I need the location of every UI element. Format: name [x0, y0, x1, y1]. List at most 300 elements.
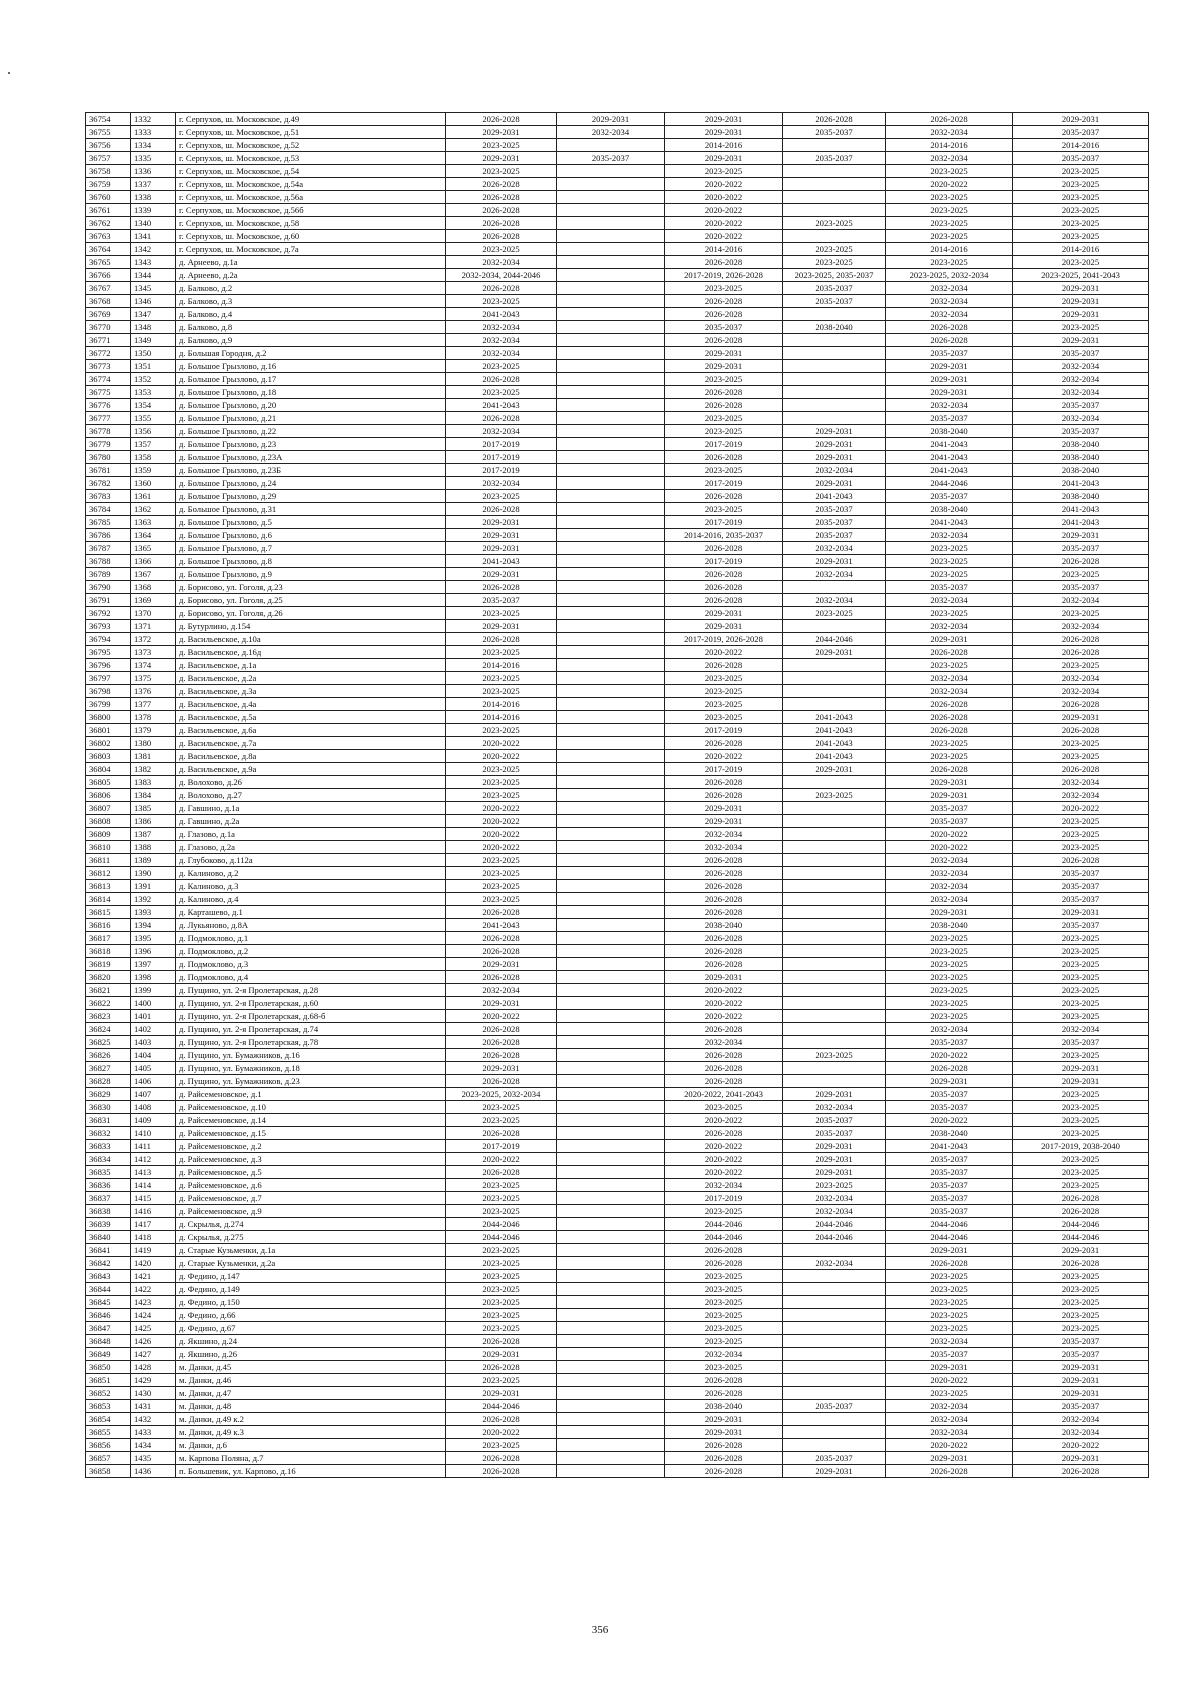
- table-row: [86, 1062, 1149, 1075]
- cell-period-4: 2029-2031: [783, 1140, 886, 1153]
- cell-address: д. Большое Грызлово, д.23А: [176, 451, 446, 464]
- cell-address: д. Васильевское, д.9а: [176, 763, 446, 776]
- cell-address-index: 1376: [131, 685, 176, 698]
- cell-period-2: [557, 1426, 665, 1439]
- cell-period-2: [557, 1023, 665, 1036]
- cell-period-1: 2029-2031: [446, 529, 557, 542]
- cell-period-4: 2044-2046: [783, 1231, 886, 1244]
- cell-period-5: 2023-2025: [886, 1270, 1013, 1283]
- cell-period-6: 2023-2025: [1013, 984, 1149, 997]
- cell-address-index: 1426: [131, 1335, 176, 1348]
- cell-address-index: 1374: [131, 659, 176, 672]
- cell-period-5: 2026-2028: [886, 698, 1013, 711]
- table-row: [86, 321, 1149, 334]
- cell-period-6: 2029-2031: [1013, 906, 1149, 919]
- cell-period-5: 2035-2037: [886, 1036, 1013, 1049]
- cell-period-5: 2023-2025: [886, 984, 1013, 997]
- cell-period-3: 2035-2037: [665, 321, 783, 334]
- cell-period-2: [557, 451, 665, 464]
- cell-period-3: 2032-2034: [665, 828, 783, 841]
- cell-address-index: 1436: [131, 1465, 176, 1478]
- cell-period-2: [557, 139, 665, 152]
- cell-period-6: 2023-2025: [1013, 607, 1149, 620]
- cell-period-4: 2035-2037: [783, 295, 886, 308]
- cell-period-1: 2023-2025: [446, 893, 557, 906]
- table-row: [86, 1192, 1149, 1205]
- table-row: [86, 1361, 1149, 1374]
- cell-period-3: 2026-2028: [665, 568, 783, 581]
- cell-period-1: 2029-2031: [446, 1348, 557, 1361]
- cell-period-6: 2023-2025, 2041-2043: [1013, 269, 1149, 282]
- cell-period-4: 2041-2043: [783, 711, 886, 724]
- cell-row-number: 36852: [86, 1387, 131, 1400]
- cell-period-4: 2035-2037: [783, 516, 886, 529]
- cell-period-2: [557, 997, 665, 1010]
- cell-row-number: 36814: [86, 893, 131, 906]
- cell-address-index: 1394: [131, 919, 176, 932]
- cell-address: д. Глазово, д.2а: [176, 841, 446, 854]
- cell-row-number: 36775: [86, 386, 131, 399]
- cell-address: г. Серпухов, ш. Московское, д.56а: [176, 191, 446, 204]
- cell-period-1: 2026-2028: [446, 1413, 557, 1426]
- housing-repair-schedule-table: [85, 112, 1149, 1478]
- cell-period-2: [557, 360, 665, 373]
- table-row: [86, 932, 1149, 945]
- cell-period-3: 2026-2028: [665, 906, 783, 919]
- cell-period-2: [557, 464, 665, 477]
- cell-period-5: 2023-2025: [886, 659, 1013, 672]
- cell-period-4: [783, 1075, 886, 1088]
- cell-period-5: 2023-2025: [886, 932, 1013, 945]
- cell-period-6: 2023-2025: [1013, 165, 1149, 178]
- cell-period-6: 2029-2031: [1013, 529, 1149, 542]
- cell-address-index: 1365: [131, 542, 176, 555]
- cell-row-number: 36789: [86, 568, 131, 581]
- cell-period-4: [783, 139, 886, 152]
- cell-row-number: 36803: [86, 750, 131, 763]
- cell-period-3: 2029-2031: [665, 1426, 783, 1439]
- cell-period-4: 2032-2034: [783, 1101, 886, 1114]
- cell-period-2: [557, 1062, 665, 1075]
- cell-period-2: [557, 1075, 665, 1088]
- cell-period-6: 2029-2031: [1013, 1075, 1149, 1088]
- cell-address: д. Подмоклово, д.2: [176, 945, 446, 958]
- cell-period-1: 2017-2019: [446, 438, 557, 451]
- cell-period-3: 2023-2025: [665, 1296, 783, 1309]
- cell-row-number: 36823: [86, 1010, 131, 1023]
- cell-address: д. Борисово, ул. Гоголя, д.23: [176, 581, 446, 594]
- table-row: [86, 516, 1149, 529]
- cell-row-number: 36832: [86, 1127, 131, 1140]
- cell-address-index: 1372: [131, 633, 176, 646]
- cell-period-5: 2044-2046: [886, 1231, 1013, 1244]
- cell-row-number: 36857: [86, 1452, 131, 1465]
- cell-period-1: 2044-2046: [446, 1400, 557, 1413]
- cell-period-4: [783, 841, 886, 854]
- cell-period-3: 2020-2022: [665, 750, 783, 763]
- cell-row-number: 36851: [86, 1374, 131, 1387]
- cell-address-index: 1395: [131, 932, 176, 945]
- cell-period-6: 2023-2025: [1013, 204, 1149, 217]
- cell-period-4: [783, 1426, 886, 1439]
- cell-period-6: 2029-2031: [1013, 1452, 1149, 1465]
- cell-address-index: 1360: [131, 477, 176, 490]
- cell-period-5: 2023-2025: [886, 256, 1013, 269]
- cell-address-index: 1424: [131, 1309, 176, 1322]
- cell-period-1: 2029-2031: [446, 542, 557, 555]
- cell-period-1: 2023-2025: [446, 646, 557, 659]
- cell-period-1: 2023-2025, 2032-2034: [446, 1088, 557, 1101]
- cell-period-3: 2023-2025: [665, 711, 783, 724]
- cell-period-6: 2026-2028: [1013, 633, 1149, 646]
- cell-row-number: 36776: [86, 399, 131, 412]
- cell-period-5: 2023-2025: [886, 750, 1013, 763]
- cell-period-3: 2029-2031: [665, 152, 783, 165]
- cell-period-3: 2026-2028: [665, 1257, 783, 1270]
- cell-period-2: [557, 1166, 665, 1179]
- cell-address: д. Лукьяново, д.8А: [176, 919, 446, 932]
- cell-period-1: 2029-2031: [446, 152, 557, 165]
- cell-period-6: 2023-2025: [1013, 659, 1149, 672]
- cell-period-1: 2041-2043: [446, 919, 557, 932]
- cell-period-2: [557, 828, 665, 841]
- cell-period-5: 2032-2034: [886, 880, 1013, 893]
- cell-period-4: [783, 893, 886, 906]
- cell-period-5: 2023-2025: [886, 542, 1013, 555]
- cell-address-index: 1347: [131, 308, 176, 321]
- cell-address: м. Данки, д.46: [176, 1374, 446, 1387]
- cell-address-index: 1344: [131, 269, 176, 282]
- cell-period-2: [557, 1322, 665, 1335]
- cell-address-index: 1391: [131, 880, 176, 893]
- cell-row-number: 36783: [86, 490, 131, 503]
- table-row: [86, 659, 1149, 672]
- cell-period-6: 2023-2025: [1013, 932, 1149, 945]
- cell-row-number: 36770: [86, 321, 131, 334]
- cell-period-6: 2038-2040: [1013, 451, 1149, 464]
- table-row: [86, 984, 1149, 997]
- cell-address: д. Пущино, ул. 2-я Пролетарская, д.74: [176, 1023, 446, 1036]
- cell-address: д. Борисово, ул. Гоголя, д.25: [176, 594, 446, 607]
- cell-address: д. Старые Кузьменки, д.2а: [176, 1257, 446, 1270]
- cell-row-number: 36837: [86, 1192, 131, 1205]
- cell-period-1: 2020-2022: [446, 737, 557, 750]
- cell-period-4: [783, 802, 886, 815]
- cell-period-2: [557, 295, 665, 308]
- cell-period-4: 2023-2025: [783, 607, 886, 620]
- cell-address: д. Калиново, д.2: [176, 867, 446, 880]
- cell-address-index: 1384: [131, 789, 176, 802]
- cell-row-number: 36790: [86, 581, 131, 594]
- cell-period-1: 2026-2028: [446, 178, 557, 191]
- cell-period-3: 2026-2028: [665, 542, 783, 555]
- cell-address: д. Большое Грызлово, д.23Б: [176, 464, 446, 477]
- cell-period-4: [783, 828, 886, 841]
- cell-address-index: 1352: [131, 373, 176, 386]
- cell-period-4: [783, 1244, 886, 1257]
- table-row: [86, 685, 1149, 698]
- cell-period-2: [557, 1153, 665, 1166]
- cell-address: д. Волохово, д.27: [176, 789, 446, 802]
- cell-period-5: 2032-2034: [886, 1023, 1013, 1036]
- cell-period-4: [783, 308, 886, 321]
- cell-period-3: 2023-2025: [665, 1309, 783, 1322]
- cell-address-index: 1419: [131, 1244, 176, 1257]
- cell-period-3: 2026-2028: [665, 256, 783, 269]
- cell-period-2: [557, 1257, 665, 1270]
- cell-address: д. Васильевское, д.3а: [176, 685, 446, 698]
- cell-period-6: 2023-2025: [1013, 737, 1149, 750]
- table-row: [86, 477, 1149, 490]
- cell-address-index: 1332: [131, 113, 176, 126]
- cell-period-3: 2044-2046: [665, 1231, 783, 1244]
- table-row: [86, 1296, 1149, 1309]
- cell-period-3: 2023-2025: [665, 698, 783, 711]
- cell-row-number: 36759: [86, 178, 131, 191]
- cell-period-6: 2020-2022: [1013, 1439, 1149, 1452]
- cell-period-6: 2035-2037: [1013, 1400, 1149, 1413]
- cell-row-number: 36853: [86, 1400, 131, 1413]
- cell-period-4: 2023-2025: [783, 217, 886, 230]
- cell-period-6: 2032-2034: [1013, 685, 1149, 698]
- cell-period-3: 2038-2040: [665, 919, 783, 932]
- cell-period-4: 2044-2046: [783, 1218, 886, 1231]
- cell-period-1: 2026-2028: [446, 1166, 557, 1179]
- cell-period-6: 2023-2025: [1013, 321, 1149, 334]
- cell-period-4: 2041-2043: [783, 737, 886, 750]
- cell-row-number: 36830: [86, 1101, 131, 1114]
- cell-period-1: 2023-2025: [446, 360, 557, 373]
- cell-period-1: 2026-2028: [446, 971, 557, 984]
- cell-period-3: 2026-2028: [665, 1374, 783, 1387]
- cell-period-3: 2038-2040: [665, 1400, 783, 1413]
- cell-period-3: 2023-2025: [665, 1270, 783, 1283]
- cell-period-5: 2032-2034: [886, 594, 1013, 607]
- cell-row-number: 36855: [86, 1426, 131, 1439]
- cell-address: д. Большое Грызлово, д.9: [176, 568, 446, 581]
- cell-period-4: [783, 347, 886, 360]
- cell-period-1: 2029-2031: [446, 568, 557, 581]
- cell-period-6: 2032-2034: [1013, 776, 1149, 789]
- cell-period-5: 2041-2043: [886, 1140, 1013, 1153]
- cell-period-6: 2035-2037: [1013, 919, 1149, 932]
- cell-row-number: 36758: [86, 165, 131, 178]
- cell-period-4: [783, 854, 886, 867]
- cell-address: д. Большое Грызлово, д.20: [176, 399, 446, 412]
- cell-period-2: [557, 1387, 665, 1400]
- cell-period-2: [557, 347, 665, 360]
- cell-period-5: 2026-2028: [886, 334, 1013, 347]
- cell-period-1: 2032-2034: [446, 334, 557, 347]
- cell-address-index: 1355: [131, 412, 176, 425]
- cell-period-5: 2038-2040: [886, 919, 1013, 932]
- cell-period-4: [783, 919, 886, 932]
- cell-period-2: [557, 243, 665, 256]
- cell-period-6: 2032-2034: [1013, 620, 1149, 633]
- cell-period-2: [557, 529, 665, 542]
- cell-period-4: 2038-2040: [783, 321, 886, 334]
- cell-period-1: 2026-2028: [446, 282, 557, 295]
- cell-row-number: 36856: [86, 1439, 131, 1452]
- cell-period-1: 2020-2022: [446, 802, 557, 815]
- cell-period-5: 2026-2028: [886, 113, 1013, 126]
- table-row: [86, 152, 1149, 165]
- cell-period-3: 2026-2028: [665, 776, 783, 789]
- cell-period-3: 2023-2025: [665, 412, 783, 425]
- cell-period-5: 2029-2031: [886, 360, 1013, 373]
- cell-period-5: 2032-2034: [886, 685, 1013, 698]
- cell-address: д. Большое Грызлово, д.7: [176, 542, 446, 555]
- cell-period-5: 2026-2028: [886, 321, 1013, 334]
- cell-row-number: 36760: [86, 191, 131, 204]
- cell-row-number: 36786: [86, 529, 131, 542]
- cell-row-number: 36801: [86, 724, 131, 737]
- cell-period-5: 2023-2025: [886, 204, 1013, 217]
- cell-address: д. Глазово, д.1а: [176, 828, 446, 841]
- cell-address-index: 1359: [131, 464, 176, 477]
- cell-period-4: [783, 867, 886, 880]
- cell-period-6: 2035-2037: [1013, 581, 1149, 594]
- cell-period-2: [557, 1010, 665, 1023]
- cell-address-index: 1393: [131, 906, 176, 919]
- cell-address-index: 1410: [131, 1127, 176, 1140]
- cell-address: д. Старые Кузьменки, д.1а: [176, 1244, 446, 1257]
- cell-period-1: 2026-2028: [446, 1361, 557, 1374]
- cell-address: д. Большое Грызлово, д.8: [176, 555, 446, 568]
- table-row: [86, 308, 1149, 321]
- cell-period-5: 2026-2028: [886, 646, 1013, 659]
- cell-period-6: 2035-2037: [1013, 126, 1149, 139]
- cell-period-1: 2026-2028: [446, 230, 557, 243]
- cell-period-4: 2032-2034: [783, 1257, 886, 1270]
- cell-address: д. Гавшино, д.1а: [176, 802, 446, 815]
- cell-period-2: [557, 230, 665, 243]
- cell-address: д. Калиново, д.3: [176, 880, 446, 893]
- cell-period-3: 2023-2025: [665, 672, 783, 685]
- cell-period-1: 2026-2028: [446, 1335, 557, 1348]
- cell-period-6: 2023-2025: [1013, 971, 1149, 984]
- cell-period-5: 2032-2034: [886, 1400, 1013, 1413]
- cell-period-4: [783, 1439, 886, 1452]
- cell-period-5: 2029-2031: [886, 789, 1013, 802]
- table-row: [86, 425, 1149, 438]
- cell-row-number: 36766: [86, 269, 131, 282]
- cell-period-6: 2029-2031: [1013, 113, 1149, 126]
- cell-period-4: [783, 1062, 886, 1075]
- cell-period-3: 2020-2022, 2041-2043: [665, 1088, 783, 1101]
- cell-period-3: 2017-2019: [665, 555, 783, 568]
- cell-period-1: 2017-2019: [446, 464, 557, 477]
- cell-period-2: [557, 1296, 665, 1309]
- cell-period-2: [557, 1114, 665, 1127]
- cell-period-2: [557, 204, 665, 217]
- cell-period-3: 2014-2016: [665, 243, 783, 256]
- cell-period-3: 2029-2031: [665, 1413, 783, 1426]
- cell-row-number: 36787: [86, 542, 131, 555]
- cell-period-2: [557, 932, 665, 945]
- cell-period-5: 2023-2025: [886, 737, 1013, 750]
- cell-period-1: 2023-2025: [446, 165, 557, 178]
- cell-period-4: [783, 685, 886, 698]
- cell-address: д. Скрылья, д.274: [176, 1218, 446, 1231]
- cell-address: д. Васильевское, д.5а: [176, 711, 446, 724]
- cell-period-2: 2032-2034: [557, 126, 665, 139]
- cell-period-6: 2026-2028: [1013, 854, 1149, 867]
- cell-period-2: [557, 334, 665, 347]
- cell-row-number: 36841: [86, 1244, 131, 1257]
- cell-address: д. Пущино, ул. 2-я Пролетарская, д.60: [176, 997, 446, 1010]
- cell-period-2: [557, 1374, 665, 1387]
- cell-address-index: 1377: [131, 698, 176, 711]
- cell-address: г. Серпухов, ш. Московское, д.7а: [176, 243, 446, 256]
- cell-period-6: 2035-2037: [1013, 399, 1149, 412]
- cell-period-2: [557, 958, 665, 971]
- cell-period-4: 2035-2037: [783, 282, 886, 295]
- cell-address: д. Райсеменовское, д.1: [176, 1088, 446, 1101]
- cell-period-6: 2035-2037: [1013, 893, 1149, 906]
- table-row: [86, 126, 1149, 139]
- cell-period-3: 2026-2028: [665, 295, 783, 308]
- table-row: [86, 555, 1149, 568]
- cell-address: д. Райсеменовское, д.3: [176, 1153, 446, 1166]
- cell-address-index: 1356: [131, 425, 176, 438]
- cell-address-index: 1429: [131, 1374, 176, 1387]
- cell-period-3: 2026-2028: [665, 1075, 783, 1088]
- cell-period-1: 2044-2046: [446, 1218, 557, 1231]
- cell-row-number: 36854: [86, 1413, 131, 1426]
- cell-period-1: 2023-2025: [446, 1205, 557, 1218]
- cell-period-2: [557, 971, 665, 984]
- cell-period-6: 2026-2028: [1013, 646, 1149, 659]
- cell-period-4: [783, 1010, 886, 1023]
- cell-period-3: 2020-2022: [665, 178, 783, 191]
- cell-period-2: [557, 1348, 665, 1361]
- cell-period-1: 2023-2025: [446, 854, 557, 867]
- cell-period-4: 2032-2034: [783, 464, 886, 477]
- cell-period-2: [557, 438, 665, 451]
- cell-period-3: 2023-2025: [665, 373, 783, 386]
- table-body: [86, 113, 1149, 1478]
- cell-period-6: 2029-2031: [1013, 711, 1149, 724]
- cell-row-number: 36792: [86, 607, 131, 620]
- cell-period-3: 2032-2034: [665, 1179, 783, 1192]
- cell-period-1: 2023-2025: [446, 139, 557, 152]
- cell-period-1: 2026-2028: [446, 204, 557, 217]
- table-row: [86, 1023, 1149, 1036]
- cell-period-5: 2038-2040: [886, 503, 1013, 516]
- cell-period-3: 2026-2028: [665, 399, 783, 412]
- table-row: [86, 503, 1149, 516]
- cell-period-6: 2026-2028: [1013, 555, 1149, 568]
- cell-period-5: 2041-2043: [886, 516, 1013, 529]
- cell-row-number: 36764: [86, 243, 131, 256]
- cell-period-1: 2026-2028: [446, 945, 557, 958]
- cell-period-1: 2023-2025: [446, 867, 557, 880]
- table-row: [86, 1465, 1149, 1478]
- cell-period-6: 2032-2034: [1013, 1023, 1149, 1036]
- table-row: [86, 880, 1149, 893]
- cell-period-3: 2017-2019, 2026-2028: [665, 269, 783, 282]
- cell-row-number: 36754: [86, 113, 131, 126]
- table-row: [86, 1075, 1149, 1088]
- cell-address: д. Большое Грызлово, д.18: [176, 386, 446, 399]
- cell-period-3: 2026-2028: [665, 1452, 783, 1465]
- cell-period-5: 2041-2043: [886, 438, 1013, 451]
- cell-period-2: [557, 1283, 665, 1296]
- cell-period-1: 2014-2016: [446, 698, 557, 711]
- cell-address-index: 1418: [131, 1231, 176, 1244]
- cell-period-6: 2035-2037: [1013, 425, 1149, 438]
